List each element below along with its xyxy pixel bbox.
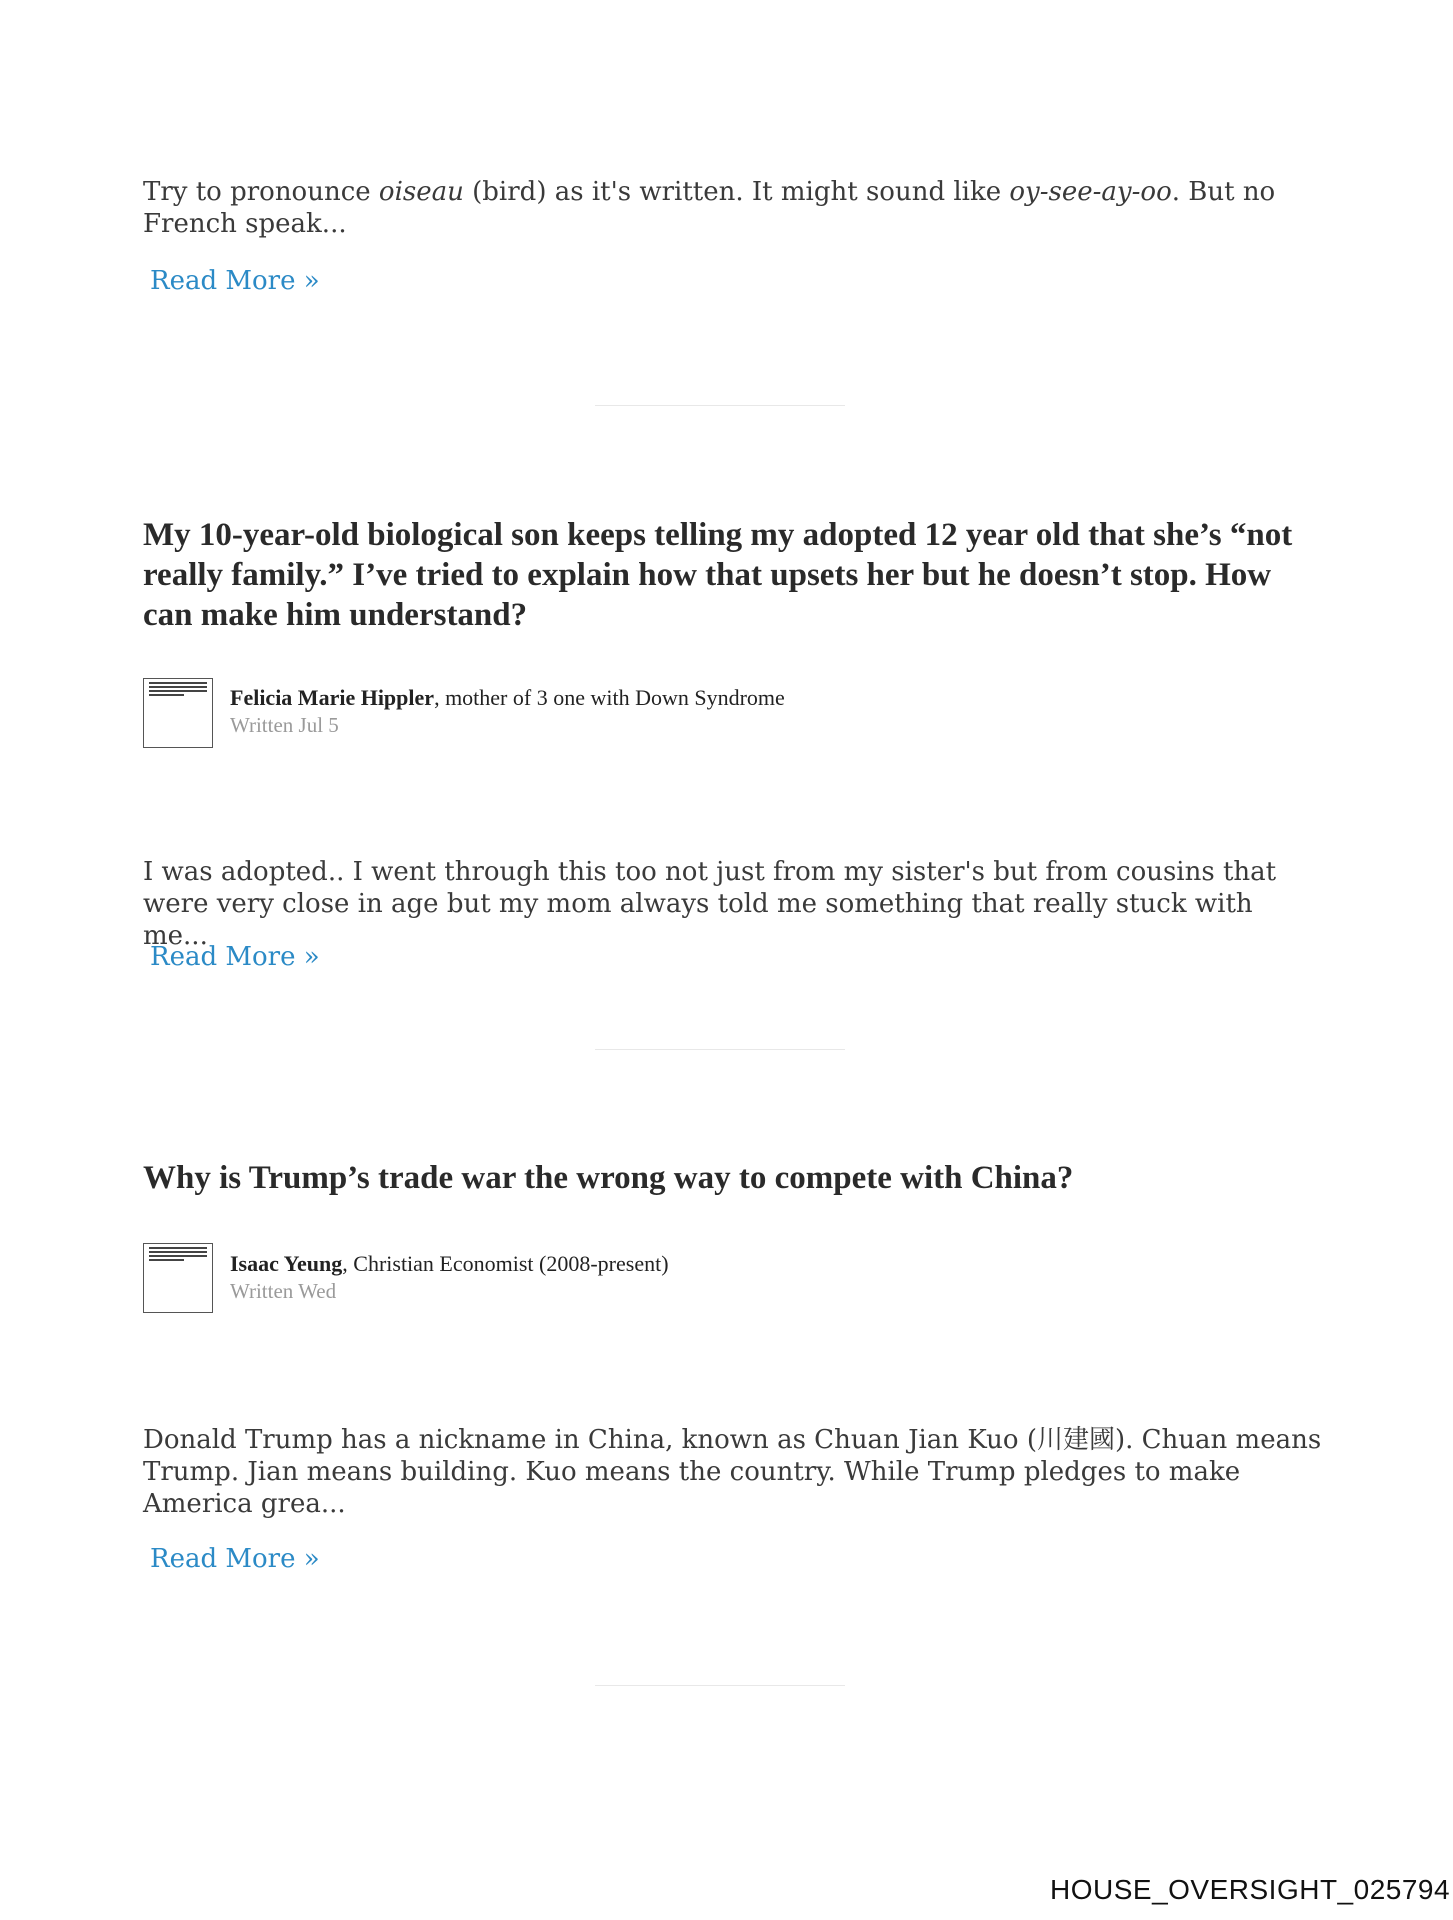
author-credential: , mother of 3 one with Down Syndrome — [434, 685, 785, 710]
author-credential: , Christian Economist (2008-present) — [342, 1251, 669, 1276]
divider — [595, 405, 845, 406]
answer-snippet: Donald Trump has a nickname in China, known as Chuan Jian Kuo (川建國). Chuan means Trump. Jian means building. Kuo means the country. While Trump pledges to make America grea... — [143, 1425, 1322, 1519]
question-title[interactable]: My 10-year-old biological son keeps telling my adopted 12 year old that she’s “not really family.” I’ve tried to explain how that upsets her but he doesn’t stop. How can make him understand? — [143, 517, 1293, 633]
bates-stamp: HOUSE_OVERSIGHT_025794 — [1050, 1874, 1451, 1905]
written-date: Written Wed — [230, 1279, 337, 1303]
avatar[interactable] — [143, 678, 213, 748]
author-line — [230, 1251, 669, 1277]
read-more-link[interactable]: Read More » — [150, 942, 320, 972]
read-more-link[interactable]: Read More » — [150, 266, 320, 296]
author-line — [230, 685, 785, 711]
read-more-link[interactable]: Read More » — [150, 1544, 320, 1574]
answer-snippet: I was adopted.. I went through this too not just from my sister's but from cousins that were very close in age but my mom always told me something that really stuck with me... — [143, 857, 1277, 951]
author-name[interactable]: Isaac Yeung — [230, 1251, 343, 1276]
written-date: Written Jul 5 — [230, 713, 339, 737]
avatar[interactable] — [143, 1243, 213, 1313]
question-title[interactable]: Why is Trump’s trade war the wrong way to compete with China? — [143, 1160, 1074, 1196]
answer-snippet: Try to pronounce oiseau (bird) as it's written. It might sound like oy-see-ay-oo. But no French speak... — [143, 177, 1276, 239]
divider — [595, 1685, 845, 1686]
divider — [595, 1049, 845, 1050]
author-name[interactable]: Felicia Marie Hippler — [230, 685, 435, 710]
